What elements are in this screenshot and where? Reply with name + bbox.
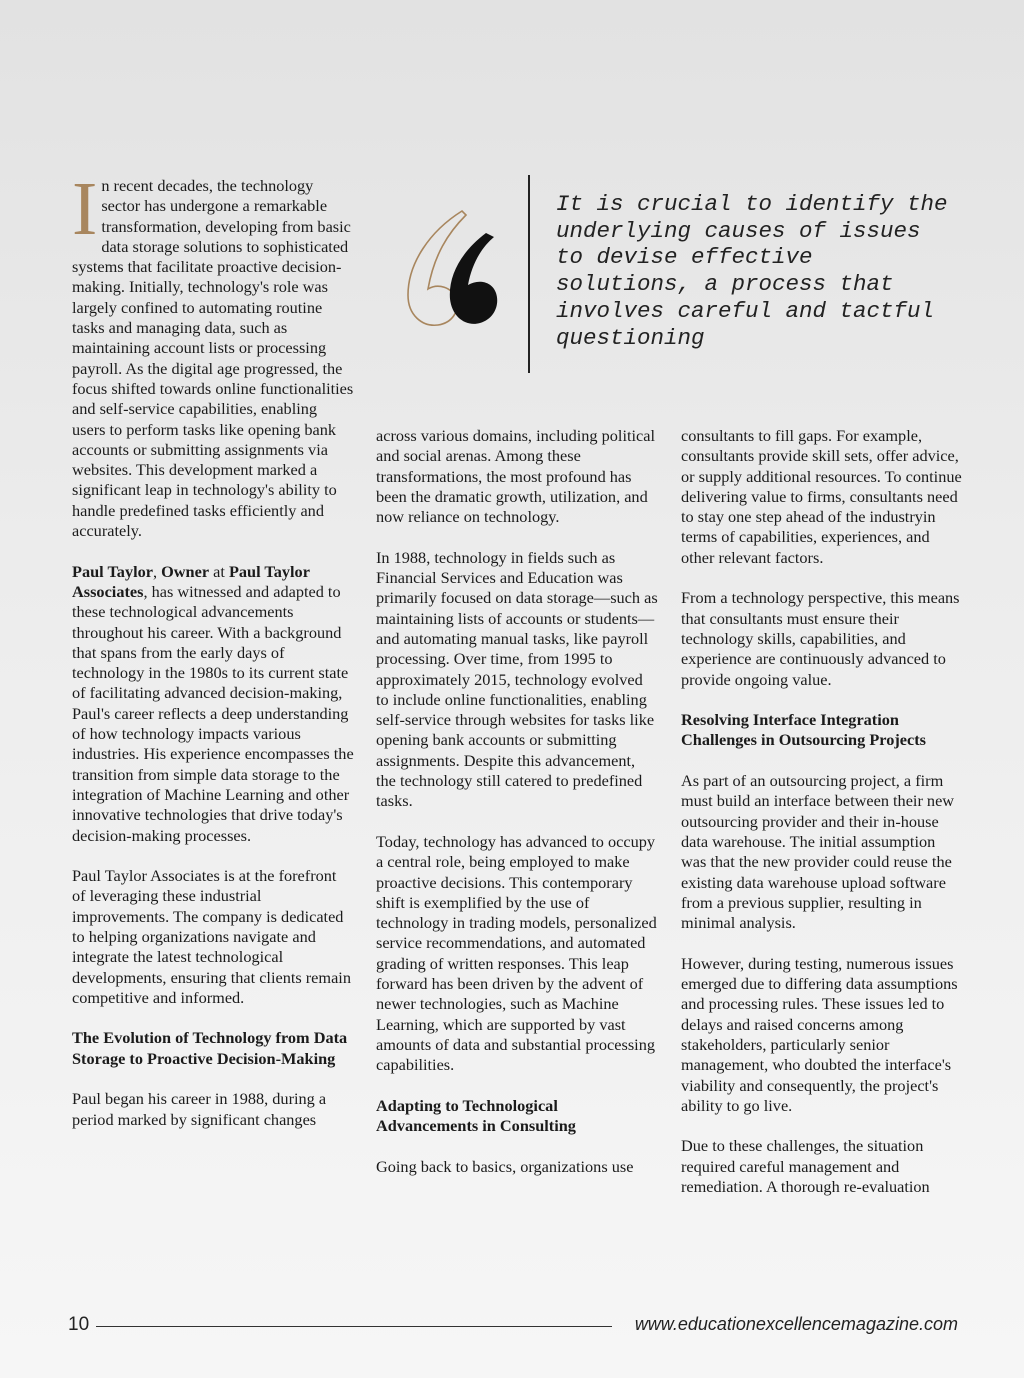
section-heading: Adapting to Technological Advancements in Consulting	[376, 1095, 576, 1136]
body-paragraph: In 1988, technology in fields such as Financial Services and Education was primarily focused on data storage—such as maintaining lists of accounts or students—and automating manual tasks, like payroll processing. Over time, from 1995 to approximately 2015, technology evolved to include online functionalities, enabling self-service through websites for tasks like opening bank accounts or submitting assignments. Despite this advancement, the technology still catered to predefined tasks.	[376, 547, 658, 811]
section-heading: The Evolution of Technology from Data Storage to Proactive Decision-Making	[72, 1028, 348, 1068]
body-paragraph: Paul Taylor Associates is at the forefront of leveraging these industrial improvements. The company is dedicated to helping organizations navigate and integrate the latest technological developments, ensuring that clients remain competitive and informed.	[72, 866, 351, 1007]
drop-cap: I	[72, 167, 98, 251]
profile-paragraph	[72, 562, 354, 846]
body-paragraph: From a technology perspective, this means that consultants must ensure their technology skills, capabilities, and experience are continuously advanced to provide ongoing value.	[681, 588, 960, 689]
footer-rule	[96, 1326, 612, 1327]
article-column-3	[681, 426, 963, 1218]
page-footer	[68, 1312, 958, 1340]
section-heading: Resolving Interface Integration Challenges in Outsourcing Projects	[681, 710, 926, 750]
quote-mark-icon	[400, 203, 510, 333]
body-paragraph: However, during testing, numerous issues emerged due to differing data assumptions and processing rules. These issues led to delays and raised concerns among stakeholders, particularly senior management, who doubted the interface's viability and consequently, the project's ability to go live.	[681, 953, 958, 1115]
body-paragraph: Paul began his career in 1988, during a period marked by significant changes	[72, 1089, 327, 1129]
separator: ,	[152, 561, 162, 581]
body-paragraph: across various domains, including political and social arenas. Among these transformations, the most profound has been the dramatic growth, utilization, and now reliance on technology.	[376, 426, 655, 527]
person-name: Paul Taylor	[72, 561, 153, 581]
person-role: Owner	[161, 561, 210, 581]
article-column-1	[72, 167, 354, 1150]
body-paragraph: As part of an outsourcing project, a firm must build an interface between their new outsourcing provider and their in-house data warehouse. The initial assumption was that the new provider could reuse the existing data warehouse upload software from a previous supplier, resulting in minimal analysis.	[681, 771, 955, 933]
website-link[interactable]: www.educationexcellencemagazine.com	[634, 1314, 958, 1334]
article-column-2	[376, 426, 658, 1197]
intro-text: n recent decades, the technology sector has undergone a remarkable transformation, developing from basic data storage solutions to sophisticated systems that facilitate proactive decision-making. Initially, technology's role was largely confined to automating routine tasks and managing data, such as maintaining account lists or processing payroll. As the digital age progressed, the focus shifted towards online functionalities and self-service capabilities, enabling users to perform tasks like opening bank accounts or submitting assignments via websites. This development marked a significant leap in technology's ability to handle predefined tasks efficiently and accurately.	[72, 176, 354, 541]
quote-divider	[528, 175, 530, 373]
separator: at	[209, 561, 229, 581]
pull-quote-text: It is crucial to identify the underlying causes of issues to devise effective solutions, a process that involves careful and tactful questioning	[556, 191, 948, 351]
intro-paragraph	[72, 167, 354, 541]
body-paragraph: consultants to fill gaps. For example, consultants provide skill sets, offer advice, or supply additional resources. To continue delivering value to firms, consultants need to stay one step ahead of the industryin terms of capabilities, experiences, and other relevant factors.	[681, 426, 962, 567]
body-paragraph: Today, technology has advanced to occupy a central role, being employed to make proactive decisions. This contemporary shift is exemplified by the use of technology in trading models, personalized service recommendations, and automated grading of written responses. This leap forward has been driven by the advent of newer technologies, such as Machine Learning, which are supported by vast amounts of data and substantial processing capabilities.	[376, 831, 657, 1075]
pull-quote-block	[400, 175, 960, 375]
company-name: Paul Taylor Associates	[72, 561, 310, 601]
body-paragraph: Due to these challenges, the situation required careful management and remediation. A thorough re-evaluation	[681, 1136, 930, 1196]
page-number: 10	[68, 1314, 90, 1335]
body-paragraph: Going back to basics, organizations use	[376, 1156, 634, 1176]
profile-text: , has witnessed and adapted to these technological advancements throughout his career. With a background that spans from the early days of technology in the 1980s to its current state of facilitating advanced decision-making, Paul's career reflects a deep understanding of how technology impacts various industries. His experience encompasses the transition from simple data storage to the integration of Machine Learning and other innovative technologies that drive today's decision-making processes.	[72, 581, 354, 845]
